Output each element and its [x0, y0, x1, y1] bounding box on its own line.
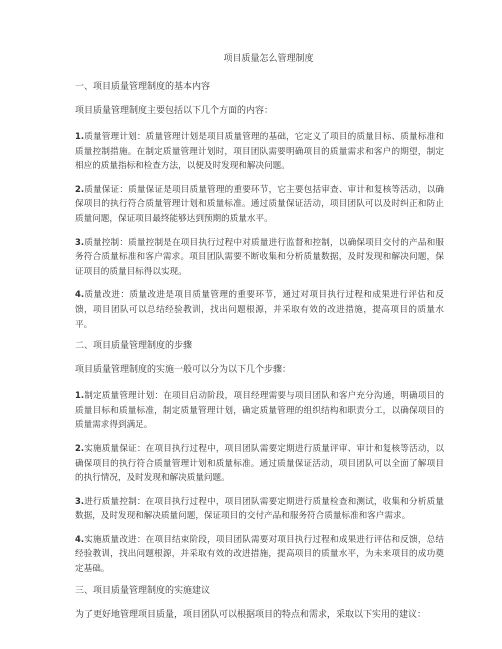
item-text: 质量改进：质量改进是项目质量管理的重要环节，通过对项目执行过程和成果进行评估和反馈，项目团队可以总结经验教训，找出问题根源，并采取有效的改进措施，提高项目的质量水平。 — [75, 290, 444, 330]
section-intro: 项目质量管理制度的实施一般可以分为以下几个步骤： — [75, 365, 292, 376]
item-text: 质量控制：质量控制是在项目执行过程中对质量进行监督和控制，以确保项目交付的产品和服务符合质量标准和客户需求。项目团队需要不断收集和分析质量数据，及时发现和解决问题，保证项目的质量目标得以实现。 — [75, 237, 444, 277]
section-intro: 项目质量管理制度主要包括以下几个方面的内容： — [75, 106, 274, 116]
list-item — [75, 388, 444, 433]
list-item — [75, 235, 444, 280]
item-number: 2. — [75, 442, 85, 453]
section-heading: 一、项目质量管理制度的基本内容 — [75, 82, 211, 92]
list-item — [75, 129, 444, 174]
item-text: 质量保证：质量保证是项目质量管理的重要环节，它主要包括审查、审计和复核等活动，以确保项目的执行符合质量管理计划和质量标准。通过质量保证活动，项目团队可以及时纠正和防止质量问题，保证项目最终能够达到预期的质量水平。 — [75, 184, 444, 224]
item-number: 3. — [75, 236, 85, 247]
item-number: 1. — [75, 390, 85, 401]
list-item — [75, 441, 444, 486]
item-number: 3. — [75, 495, 85, 506]
item-text: 实施质量保证：在项目执行过程中，项目团队需要定期进行质量评审、审计和复核等活动，以确保项目的执行符合质量管理计划和质量标准。通过质量保证活动，项目团队可以全面了解项目的执行情况，及时发现和解决质量问题。 — [75, 443, 444, 484]
item-text: 进行质量控制：在项目执行过程中，项目团队需要定期进行质量检查和测试，收集和分析质量数据，及时发现和解决质量问题，保证项目的交付产品和服务符合质量标准和客户需求。 — [75, 496, 444, 522]
section-heading: 三、项目质量管理制度的实施建议 — [75, 585, 211, 596]
item-number: 2. — [75, 183, 85, 194]
list-item — [75, 287, 444, 332]
list-item — [75, 532, 444, 577]
section-intro: 为了更好地管理项目质量，项目团队可以根据项目的特点和需求，采取以下实用的建议： — [75, 609, 427, 620]
list-item — [75, 494, 444, 524]
section-heading: 二、项目质量管理制度的步骤 — [75, 341, 193, 352]
item-text: 质量管理计划：质量管理计划是项目质量管理的基础，它定义了项目的质量目标、质量标准和质量控制措施。在制定质量管理计划时，项目团队需要明确项目的质量需求和客户的期望，制定相应的质量指标和检查方法，以便及时发现和解决问题。 — [75, 132, 444, 172]
list-item — [75, 182, 444, 227]
item-number: 4. — [75, 289, 85, 300]
document-title: 项目质量怎么管理制度 — [223, 54, 314, 64]
item-text: 制定质量管理计划：在项目启动阶段，项目经理需要与项目团队和客户充分沟通，明确项目的质量目标和质量标准，制定质量管理计划，确定质量管理的组织结构和职责分工，以确保项目的质量需求得到满足。 — [75, 391, 444, 431]
item-number: 4. — [75, 533, 85, 544]
item-text: 实施质量改进：在项目结束阶段，项目团队需要对项目执行过程和成果进行评估和反馈，总结经验教训，找出问题根源，并采取有效的改进措施，提高项目的质量水平，为未来项目的成功奠定基础。 — [75, 534, 444, 575]
item-number: 1. — [75, 131, 85, 141]
